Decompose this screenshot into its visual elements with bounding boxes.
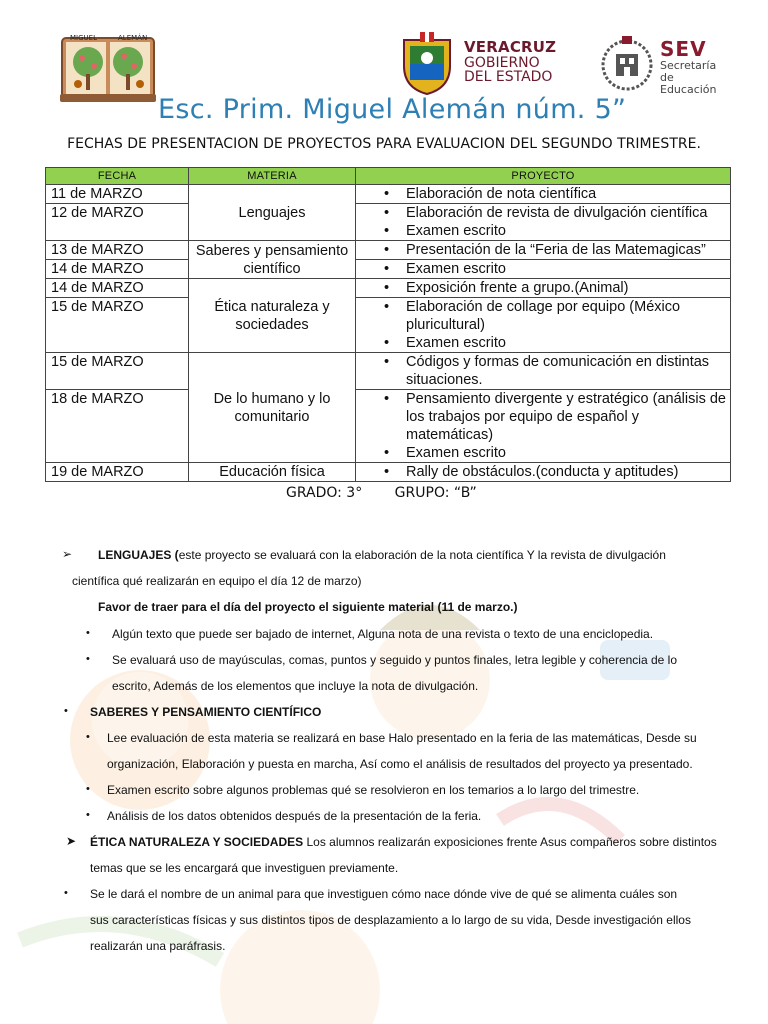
proyecto-cell bbox=[356, 279, 731, 298]
etica-text: Los alumnos realizarán exposiciones frente Asus compañeros sobre distintos bbox=[303, 835, 717, 849]
bullet-icon: • bbox=[384, 261, 390, 277]
bullet-icon: • bbox=[384, 445, 390, 461]
bullet-icon: • bbox=[384, 223, 390, 239]
list-item bbox=[356, 298, 726, 334]
school-title: Esc. Prim. Miguel Alemán núm. 5” bbox=[158, 94, 627, 125]
etica-bullet1b: sus características físicas y sus distintos tipos de desplazamiento a lo largo de su vida, Desde investigación ellos bbox=[90, 913, 691, 927]
etica-bullet1a: Se le dará el nombre de un animal para que investiguen cómo nace dónde vive de qué se alimenta cuáles son bbox=[90, 887, 678, 901]
bullet-icon: • bbox=[384, 205, 390, 221]
grado-label: GRADO: 3° bbox=[286, 485, 363, 501]
fecha-cell: 15 de MARZO bbox=[46, 353, 189, 390]
table-row bbox=[46, 185, 731, 204]
arrow-icon: ➢ bbox=[62, 547, 73, 561]
grupo-label: GRUPO: “B” bbox=[394, 485, 477, 501]
veracruz-shield-icon bbox=[398, 30, 456, 96]
proyecto-text: Elaboración de revista de divulgación científica bbox=[406, 205, 708, 221]
sev-seal-icon bbox=[600, 34, 654, 92]
proyecto-text: Elaboración de collage por equipo (México pluricultural) bbox=[406, 299, 681, 333]
table-row bbox=[46, 260, 731, 279]
sev-line3: de Educación bbox=[660, 71, 717, 97]
fecha-cell: 18 de MARZO bbox=[46, 390, 189, 463]
proyecto-text: Pensamiento divergente y estratégico (análisis de los trabajos por equipo de español y matemáticas) bbox=[406, 391, 726, 443]
materia-cell: Ética naturaleza y sociedades bbox=[189, 279, 356, 353]
saberes-bullet2: Examen escrito sobre algunos problemas qué se resolvieron en los temarios a lo largo del trimestre. bbox=[107, 783, 640, 797]
bullet-icon: • bbox=[86, 627, 90, 639]
bullet-icon: • bbox=[86, 653, 90, 665]
table-row bbox=[46, 353, 731, 390]
bullet-icon: • bbox=[86, 809, 90, 821]
etica-title: ÉTICA NATURALEZA Y SOCIEDADES bbox=[90, 835, 304, 849]
arrow-icon: ➤ bbox=[66, 834, 77, 848]
saberes-title: SABERES Y PENSAMIENTO CIENTÍFICO bbox=[90, 705, 322, 719]
lenguajes-bullet1: Algún texto que puede ser bajado de internet, Alguna nota de una revista o texto de una enciclopedia. bbox=[112, 627, 654, 641]
bullet-icon: • bbox=[384, 464, 390, 480]
bullet-icon: • bbox=[384, 280, 390, 296]
proyecto-cell bbox=[356, 463, 731, 482]
veracruz-line2: GOBIERNO bbox=[464, 54, 540, 71]
bullet-icon: • bbox=[384, 391, 390, 407]
bullet-icon: • bbox=[384, 354, 390, 370]
list-item bbox=[356, 185, 726, 203]
list-item bbox=[356, 334, 726, 352]
materia-cell: Lenguajes bbox=[189, 185, 356, 241]
table-row bbox=[46, 463, 731, 482]
proyecto-text: Presentación de la “Feria de las Matemagicas” bbox=[406, 242, 706, 258]
logo-book-text-left: MIGUEL bbox=[70, 34, 97, 42]
logo-book-text-right: ALEMÁN bbox=[118, 34, 148, 42]
fecha-cell: 11 de MARZO bbox=[46, 185, 189, 204]
header-materia: MATERIA bbox=[189, 168, 356, 185]
etica-line2: temas que se les encargará que investiguen previamente. bbox=[90, 861, 399, 875]
proyecto-cell bbox=[356, 260, 731, 279]
sev-logo bbox=[600, 34, 730, 96]
saberes-bullet3: Análisis de los datos obtenidos después de la presentación de la feria. bbox=[107, 809, 482, 823]
proyecto-cell bbox=[356, 390, 731, 463]
bullet-icon: • bbox=[384, 335, 390, 351]
materia-cell: De lo humano y lo comunitario bbox=[189, 353, 356, 463]
proyecto-cell bbox=[356, 353, 731, 390]
etica-bullet1c: realizarán una paráfrasis. bbox=[90, 939, 226, 953]
veracruz-line1: VERACRUZ bbox=[464, 38, 557, 56]
veracruz-logo bbox=[398, 30, 558, 96]
proyecto-cell bbox=[356, 204, 731, 241]
school-logo bbox=[58, 30, 158, 104]
material-title: Favor de traer para el día del proyecto el siguiente material (11 de marzo.) bbox=[98, 600, 518, 614]
proyecto-text: Examen escrito bbox=[406, 335, 506, 351]
bullet-icon: • bbox=[86, 731, 90, 743]
fecha-cell: 12 de MARZO bbox=[46, 204, 189, 241]
list-item bbox=[356, 463, 726, 481]
proyecto-text: Exposición frente a grupo.(Animal) bbox=[406, 280, 629, 296]
lenguajes-title: LENGUAJES ( bbox=[98, 548, 179, 562]
table-row bbox=[46, 298, 731, 353]
lenguajes-bullet2a: Se evaluará uso de mayúsculas, comas, puntos y seguido y puntos finales, letra legible y coherencia de lo bbox=[112, 653, 677, 667]
list-item bbox=[356, 222, 726, 240]
list-item bbox=[356, 390, 726, 444]
list-item bbox=[356, 204, 726, 222]
proyecto-text: Códigos y formas de comunicación en distintas situaciones. bbox=[406, 354, 710, 388]
etica-line1 bbox=[90, 835, 717, 849]
list-item bbox=[356, 279, 726, 297]
lenguajes-line2: científica qué realizarán en equipo el día 12 de marzo) bbox=[72, 574, 362, 588]
list-item bbox=[356, 444, 726, 462]
veracruz-line3: DEL ESTADO bbox=[464, 69, 553, 86]
fecha-cell: 19 de MARZO bbox=[46, 463, 189, 482]
document-subtitle: FECHAS DE PRESENTACION DE PROYECTOS PARA EVALUACION DEL SEGUNDO TRIMESTRE. bbox=[67, 136, 701, 152]
lenguajes-text: este proyecto se evaluará con la elaboración de la nota científica Y la revista de divulgación bbox=[178, 548, 666, 562]
grade-group-line bbox=[286, 485, 477, 501]
bullet-icon: • bbox=[86, 783, 90, 795]
proyecto-text: Examen escrito bbox=[406, 223, 506, 239]
bullet-icon: • bbox=[384, 186, 390, 202]
bullet-icon: • bbox=[64, 705, 68, 717]
fecha-cell: 13 de MARZO bbox=[46, 241, 189, 260]
proyecto-text: Rally de obstáculos.(conducta y aptitudes) bbox=[406, 464, 679, 480]
bullet-icon: • bbox=[384, 299, 390, 315]
book-tree-logo-icon bbox=[58, 30, 158, 104]
bullet-icon: • bbox=[64, 887, 68, 899]
list-item bbox=[356, 241, 726, 259]
lenguajes-line1 bbox=[98, 548, 666, 562]
proyecto-text: Elaboración de nota científica bbox=[406, 186, 597, 202]
proyecto-cell bbox=[356, 185, 731, 204]
proyecto-cell bbox=[356, 241, 731, 260]
schedule-table bbox=[45, 167, 731, 482]
fecha-cell: 14 de MARZO bbox=[46, 260, 189, 279]
table-row bbox=[46, 390, 731, 463]
sev-line1: SEV bbox=[660, 37, 707, 61]
header-proyecto: PROYECTO bbox=[356, 168, 731, 185]
table-row bbox=[46, 279, 731, 298]
table-row bbox=[46, 241, 731, 260]
header-fecha: FECHA bbox=[46, 168, 189, 185]
table-row bbox=[46, 204, 731, 241]
list-item bbox=[356, 260, 726, 278]
saberes-bullet1a: Lee evaluación de esta materia se realizará en base Halo presentado en la feria de las matemáticas, Desde su bbox=[107, 731, 697, 745]
proyecto-text: Examen escrito bbox=[406, 445, 506, 461]
saberes-bullet1b: organización, Elaboración y puesta en marcha, Así como el análisis de resultados del proyecto ya presentado. bbox=[107, 757, 693, 771]
list-item bbox=[356, 353, 726, 389]
proyecto-text: Examen escrito bbox=[406, 261, 506, 277]
fecha-cell: 14 de MARZO bbox=[46, 279, 189, 298]
bullet-icon: • bbox=[384, 242, 390, 258]
lenguajes-bullet2b: escrito, Además de los elementos que incluye la nota de divulgación. bbox=[112, 679, 479, 693]
materia-cell: Educación física bbox=[189, 463, 356, 482]
sev-line2: Secretaría bbox=[660, 59, 717, 72]
fecha-cell: 15 de MARZO bbox=[46, 298, 189, 353]
table-header-row bbox=[46, 168, 731, 185]
materia-cell: Saberes y pensamiento científico bbox=[189, 241, 356, 279]
proyecto-cell bbox=[356, 298, 731, 353]
